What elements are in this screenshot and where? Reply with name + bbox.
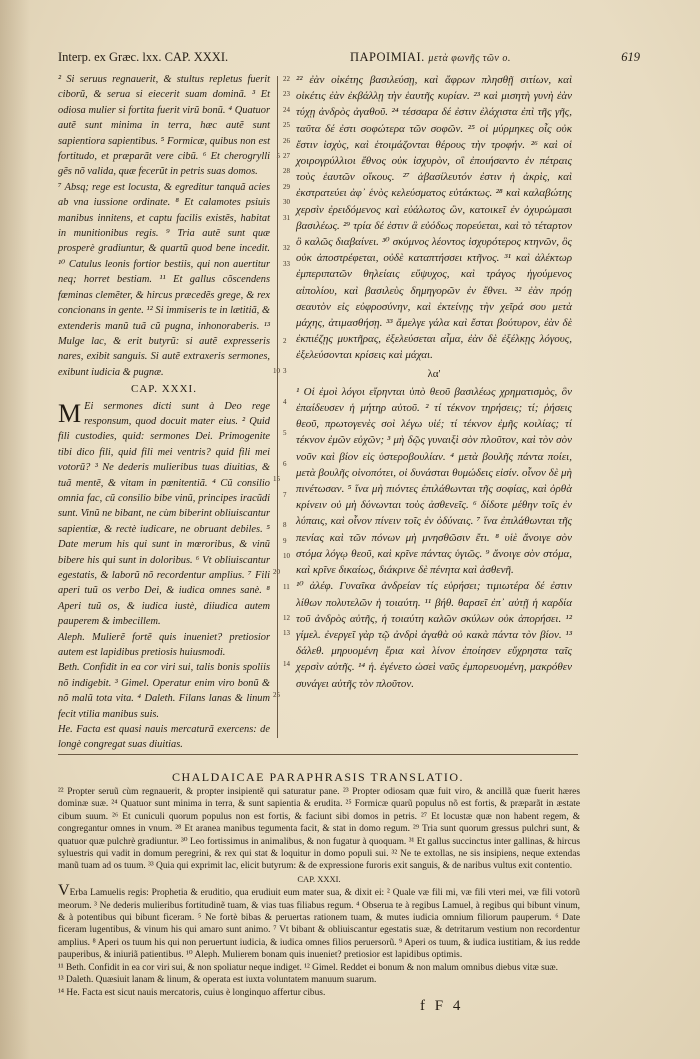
line-number (283, 380, 297, 395)
line-number: 8 (283, 521, 287, 530)
line-number: 20 (273, 567, 280, 576)
line-number (283, 287, 297, 302)
chaldaic-chapter-body: Erba Lamuelis regis: Prophetia & eruditio, qua erudiuit eum mater sua, & dixit ei: ² Quale væ fili mi, væ fili vteri mei, væ fili votorũ meorum. ³ Ne dederis mulieribus fortitudinẽ tuam, & vias tuas filiabus regum. ⁴ Obserua te à regibus Lamuel, à regibus qui bibunt vinum, & à potentibus qui bibunt ficeram. ⁵ Ne fortè bibas & peruertas rationem tuam, & mutes iudicia omnium filiorum pauperum. ⁶ Date ficeram lugentibus, & vinum his qui amaro sunt animo. ⁷ Vt bibant & obliuiscantur egestatis suæ, & detritarum vestium non recordentur amplius. ⁸ Aperi os tuum his qui non peruertunt iudicia, & iudica omnes filios peruersorũ. ⁹ Aperi os tuum, & iudica iustitiam, & ius redde pauperibus, & iniuriã patientibus. ¹⁰ Aleph. Mulierem bonam quis inueniet? pretiosior est lapidibus optimis. (58, 888, 580, 961)
running-head-subtitle: μετὰ φωνῆς τῶν ο. (428, 53, 511, 64)
line-number: 10 (273, 367, 280, 376)
line-number: 25 (273, 690, 280, 699)
latin-paragraph-1: ² Si seruus regnauerit, & stultus repletus fuerit ciborũ, & serua si eiecerit suam dominã. ³ Et odiosa mulier si fortita fuerit virũ bonũ. ⁴ Quatuor autẽ sunt minima in terra, hæc autẽ sunt sapientiora sapientibus. ⁵ Formicæ, quibus non est fortitudo, et præparãt vere cibũ. ⁶ Et cherogrylli gẽs nõ valida, quæ fecerũt in petris suas domos. (58, 74, 270, 178)
line-number: 5 (276, 151, 280, 160)
line-number: 33 (283, 259, 290, 268)
line-number: 29 (283, 182, 290, 191)
line-number: 12 (283, 613, 290, 622)
line-number: 30 (283, 198, 290, 207)
line-number: 11 (283, 582, 290, 591)
line-number (283, 441, 297, 456)
line-number: 2 (283, 336, 287, 345)
line-number: 23 (283, 90, 290, 99)
greek-chapter-heading: λα' (427, 367, 441, 380)
signature-mark: f F 4 (420, 998, 464, 1014)
line-number: 27 (283, 151, 290, 160)
line-number (283, 734, 297, 749)
line-number (283, 688, 297, 703)
line-number: 22 (283, 75, 290, 83)
line-number (283, 303, 297, 318)
latin-drop-cap: M (58, 398, 82, 428)
line-number (283, 672, 297, 687)
greek-column (296, 72, 572, 742)
running-head (58, 50, 640, 70)
latin-aleph: Aleph. Mulierẽ fortẽ quis inueniet? pretiosior autem est lapidibus pretiosis huiusmodi. (58, 631, 270, 659)
latin-chapter-text (58, 399, 270, 630)
latin-he: He. Facta est quasi nauis mercaturã exercens: de longè congregat suas diuitias. (58, 724, 270, 751)
chaldaic-beth-gimel: ¹¹ Beth. Confidit in ea cor viri sui, & non spoliatur neque indiget. ¹² Gimel. Reddet ei bonum & non malum omnibus diebus vitæ suæ. (58, 962, 558, 973)
chaldaic-title: CHALDAICAE PARAPHRASIS TRANSLATIO. (171, 770, 465, 784)
running-head-left: Interp. ex Græc. lxx. CAP. XXXI. (58, 50, 229, 64)
line-number (283, 749, 297, 764)
greek-alphabet-text: ¹⁰ ἀλέφ. Γυναῖκα ἀνδρείαν τίς εὑρήσει; τιμιωτέρα δέ ἐστιν λίθων πολυτελῶν ἡ τοιαύτη. ¹¹ βήθ. θαρσεῖ ἐπ᾿ αὐτῇ ἡ καρδία τοῦ ἀνδρὸς αὐτῆς, ἡ τοιαύτη καλῶν σκύλων οὐκ ἀπορήσει. ¹² γίμελ. ἐνεργεῖ γὰρ τῷ ἀνδρὶ ἀγαθὰ οὐ κακὰ πάντα τὸν βίον. ¹³ δάλεθ. μηρυομένη ἔρια καὶ λίνον ἐποίησεν εὔχρηστα ταῖς χερσὶν αὐτῆς. ¹⁴ ἡ. ἐγένετο ὡσεὶ ναῦς ἐμπορευομένη, μακρόθεν συνάγει αὐτῆς τὸν πλοῦτον. (296, 580, 572, 690)
line-number (283, 565, 297, 580)
page-number: 619 (621, 50, 640, 64)
line-number: 10 (283, 552, 290, 561)
latin-chapter-body: Ei sermones dicti sunt à Deo rege responsum, quod docuit mater eius. ² Quid fili custodies, quid: sermones Dei. Primogenite tibi dico fili, quid fili mei ventris? quid fili mei votorũ? ³ Ne dederis mulieribus tuas diuitias, & tuã mentẽ, & vitam in pœnitentiã. ⁴ Cũ consilio omnia fac, cũ consilio bibe vinũ, principes iracũdi sunt. Vinũ ne bibant, ne cùm biberint obliuiscantur sapientiæ, & rectè iudicare, ne obruant debiles. ⁵ Date merum his qui sunt in mœroribus, & vinũ bibere his qui sunt in doloribus. ⁶ Vt obliuiscantur egestatis, & laborũ nõ recordentur amplius. ⁷ Fili aperi tuũ os verbo Dei, & iudica omnes sanè. ⁸ Aperi tuũ os, & iudica iustè, diiudica autem pauperem & imbecillem. (58, 400, 270, 628)
chaldaic-chapter-heading: CAP. XXXI. (297, 873, 341, 884)
latin-column (58, 72, 270, 751)
line-number: 28 (283, 167, 290, 176)
line-number (283, 349, 297, 364)
chaldaic-he: ¹⁴ He. Facta est sicut nauis mercatoris, cuius è longinquo affertur cibus. (58, 987, 326, 998)
line-number: 3 (283, 367, 287, 376)
line-number: 31 (283, 213, 290, 222)
line-number (283, 272, 297, 287)
line-number: 15 (273, 475, 280, 484)
line-number: 4 (283, 398, 287, 407)
line-number (283, 472, 297, 487)
chaldaic-drop-cap: V (58, 882, 70, 900)
line-number (266, 749, 280, 764)
chaldaic-daleth: ¹³ Daleth. Quæsiuit lanam & linum, & operata est iuxta voluntatem manuum suarum. (58, 975, 377, 986)
line-number: 13 (283, 629, 290, 638)
column-rule (277, 76, 278, 738)
line-number (283, 318, 297, 333)
line-number: 7 (283, 490, 287, 499)
line-number: 6 (283, 459, 287, 468)
greek-line-numbers (283, 72, 297, 742)
line-number: 24 (283, 105, 290, 114)
running-head-center (350, 50, 511, 65)
line-number: 5 (283, 428, 287, 437)
running-head-title: ΠΑΡΟΙΜΙΑΙ. (350, 50, 425, 64)
latin-beth: Beth. Confidit in ea cor viri sui, talis bonis spoliis nõ indigebit. ³ Gimel. Operatur enim viro bonũ & nõ malũ tota vita. ⁴ Daleth. Filans lanas & linum fecit vtilia manibus suis. (58, 662, 270, 720)
chaldaic-intro: ²² Propter seruũ cùm regnauerit, & propter insipientẽ qui saturatur pane. ²³ Propter odiosam quæ fuit viro, & ancillã quæ fuerit hæres dominæ suæ. ²⁴ Quatuor sunt minima in terra, & sunt sapientia & erudita. ²⁵ Formicæ quarũ populus nõ est fortis, & præparãt in æstate cibum suum. ²⁶ Et cuniculi quorum populus non est fortis, & faciunt sibi domos in petris. ²⁷ Et locustæ quæ non habent regem, & congregantur omnes in vnum. ²⁸ Et aranea manibus tegumenta facit, & stat in domo regum. ²⁹ Tria sunt quorum gressus pulchri sunt, & quatuor quæ pulchrè gradiuntur. ³⁰ Leo fortissimus in animalibus, & non fugatur à quoquam. ³¹ Et gallus succinctus inter gallinas, & hircus syluestris qui vadit in domum peregrini, & rex qui stat & loquitur in domo populi sui. ³² Ne te extollas, ne sis insipiens, neque extendas manũ tuam ad os tuum. ³³ Quia qui exprimit lac, elicit butyrum: & de expressione furoris exit sanguis, & de naribus vultus exit contentio. (58, 787, 580, 872)
line-number: 14 (283, 659, 290, 668)
line-number (283, 411, 297, 426)
line-number (283, 595, 297, 610)
greek-paragraph-1: ²² ἐὰν οἰκέτης βασιλεύσῃ, καὶ ἄφρων πλησθῇ σιτίων, καὶ οἰκέτις ἐὰν ἐκβάλλῃ τὴν ἑαυτῆς κυρίαν. ²³ καὶ μισητὴ γυνὴ ἐὰν τύχῃ ἀνδρὸς ἀγαθοῦ. ²⁴ τέσσαρα δέ ἐστιν ἐλάχιστα ἐπὶ τῆς γῆς, ταῦτα δέ ἐστι σοφώτερα τῶν σοφῶν. ²⁵ οἱ μύρμηκες οἷς οὐκ ἔστιν ἰσχὺς, καὶ ἑτοιμάζονται θέρους τὴν τροφήν. ²⁶ καὶ οἱ χοιρογρύλλιοι ἔθνος οὐκ ἰσχυρὸν, οἳ ἐποιήσαντο ἐν πέτραις τοὺς ἑαυτῶν οἴκους. ²⁷ ἀβασίλευτόν ἐστιν ἡ ἀκρὶς, καὶ ἐκστρατεύει ἀφ᾿ ἑνὸς κελεύσματος εὐτάκτως. ²⁸ καὶ καλαβώτης χερσὶν ἐρειδόμενος καὶ εὐάλωτος ὢν, κατοικεῖ ἐν ὀχυρώμασι βασιλέως. ²⁹ τρία δέ ἐστιν ἃ εὐόδως πορεύεται, καὶ τὸ τέταρτον ὃ καλῶς διαβαίνει. ³⁰ σκύμνος λέοντος ἰσχυρότερος κτηνῶν, ὃς οὐκ ἀποστρέφεται, οὐδὲ καταπτήσσει κτῆνος. ³¹ καὶ ἀλέκτωρ ἐμπεριπατῶν θηλείαις εὔψυχος, καὶ τράγος ἡγούμενος αἰπολίου, καὶ βασιλεὺς δημηγορῶν ἐν ἔθνει. ³² ἐὰν πρόῃ σεαυτὸν εἰς εὐφροσύνην, καὶ ἐκτείνῃς τὴν χεῖρά σου μετὰ μάχης, ἀτιμασθήσῃ. ³³ ἄμελγε γάλα καὶ ἔσται βούτυρον, ἐὰν δὲ ἐκπιέζῃς μυκτῆρας, ἐξελεύσεται αἷμα, ἐὰν δὲ ἐξέλκῃς λόγους, ἐξελεύσονται κρίσεις καὶ μάχαι. (296, 74, 572, 362)
chaldaic-chapter-text (58, 882, 580, 961)
greek-chapter-text: ¹ Οἱ ἐμοὶ λόγοι εἴρηνται ὑπὸ θεοῦ βασιλέως χρηματισμὸς, ὃν ἐπαίδευσεν ἡ μήτηρ αὐτοῦ. ² τί τέκνον τηρήσεις; τί; ῥήσεις θεοῦ, πρωτογενὲς σοὶ λέγω υἱέ; τί τέκνον ἐμῆς κοιλίας; τί τέκνον ἐμῶν εὐχῶν; ³ μὴ δῷς γυναιξὶ σὸν πλοῦτον, καὶ τὸν σὸν νοῦν καὶ βίον εἰς ὑστεροβουλίαν. ⁴ μετὰ βουλῆς πάντα ποίει, μετὰ βουλῆς οἰνοπότει, οἱ δυνάσται θυμώδεις εἰσίν. οἶνον δὲ μὴ πινέτωσαν. ⁵ ἵνα μὴ πιόντες ἐπιλάθωνται τῆς σοφίας, καὶ ὀρθὰ κρίνειν οὐ μὴ δύνωνται τοὺς ἀσθενεῖς. ⁶ δίδοτε μέθην τοῖς ἐν λύπαις, καὶ οἶνον πίνειν τοῖς ἐν ὀδύναις. ⁷ ἵνα ἐπιλάθωνται τῆς πενίας καὶ τῶν πόνων μὴ μνησθῶσιν ἔτι. ⁸ υἱὲ ἄνοιγε σὸν στόμα λόγῳ θεοῦ, καὶ κρῖνε πάντας ὑγιῶς. ⁹ ἄνοιγε σὸν στόμα, καὶ κρῖνε δικαίως, διάκρινε δὲ πένητα καὶ ἀσθενῆ. (296, 385, 572, 577)
chaldaic-section (58, 786, 580, 996)
line-number: 25 (283, 121, 290, 130)
latin-chapter-heading: CAP. XXXI. (131, 383, 197, 396)
line-number: 32 (283, 244, 290, 253)
section-rule (58, 754, 578, 755)
line-number: 9 (283, 536, 287, 545)
line-number (283, 226, 297, 241)
line-number (283, 503, 297, 518)
line-number (283, 703, 297, 718)
line-number: 26 (283, 136, 290, 145)
latin-paragraph-2: ⁷ Absq; rege est locusta, & egreditur tanquã acies ab vna iussione ordinate. ⁸ Et calamotes psiuis manibus innitens, et captu facilis existẽs, habitat in munitionibus regis. ⁹ Tria autẽ sunt quæ prosperè gradiuntur, & quartũ quod bene incedit. ¹⁰ Catulus leonis fortior bestiis, qui non auertitur neq; horret bestiam. ¹¹ Et gallus cõscendens fœminas clemẽter, & hircus præcedẽs grege, & rex concionans in gente. ¹² Si immiseris te in lætitiã, & extenderis manũ tuã cũ pugna, inhonoraberis. ¹³ Mulge lac, & erit butyrũ: si autẽ expresseris nares, exibit sanguis. Si autẽ extraxeris sermones, exibunt iudicia & pugnæ. (58, 181, 270, 378)
line-number (283, 718, 297, 733)
page-edge-shadow (0, 0, 30, 1059)
line-number (283, 641, 297, 656)
